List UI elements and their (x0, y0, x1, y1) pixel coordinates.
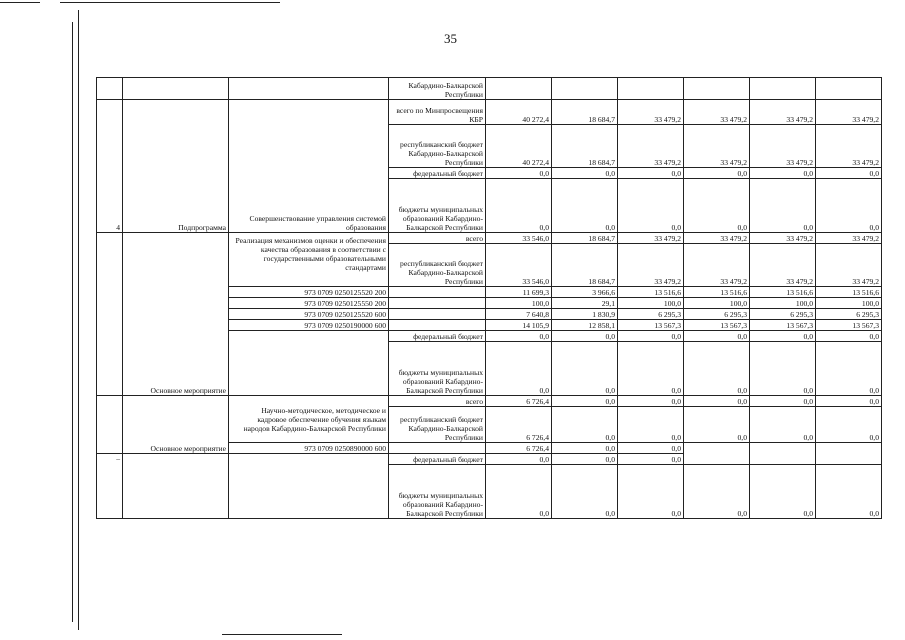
source-cell: всего (389, 233, 486, 244)
value-cell: 18 684,7 (552, 125, 618, 168)
value-cell: 14 105,9 (486, 320, 552, 331)
value-cell: 0,0 (618, 407, 684, 443)
value-cell: 100,0 (486, 298, 552, 309)
value-cell: 0,0 (618, 443, 684, 454)
value-cell: 6 295,3 (816, 309, 882, 320)
value-cell: 100,0 (618, 298, 684, 309)
value-cell: 0,0 (816, 342, 882, 396)
value-cell: 13 567,3 (618, 320, 684, 331)
value-cell: 0,0 (552, 407, 618, 443)
value-cell: 3 966,6 (552, 287, 618, 298)
value-cell: 33 479,2 (618, 233, 684, 244)
value-cell: 6 726,4 (486, 443, 552, 454)
value-cell: 33 479,2 (750, 244, 816, 287)
value-cell: 0,0 (750, 465, 816, 519)
value-cell: 0,0 (750, 342, 816, 396)
value-cell: 0,0 (618, 168, 684, 179)
value-cell: 29,1 (552, 298, 618, 309)
scan-margin-line (78, 10, 79, 630)
value-cell: 0,0 (552, 342, 618, 396)
value-cell: 13 516,6 (816, 287, 882, 298)
source-cell: бюджеты муниципальных образований Кабардино-Балкарской Республики (389, 342, 486, 396)
value-cell: 33 479,2 (684, 125, 750, 168)
scan-top-line (60, 2, 280, 3)
scan-top-line (0, 2, 40, 3)
value-cell: 0,0 (750, 168, 816, 179)
value-cell: 33 479,2 (816, 233, 882, 244)
value-cell: 11 699,3 (486, 287, 552, 298)
value-cell: 12 858,1 (552, 320, 618, 331)
value-cell: 33 546,0 (486, 233, 552, 244)
value-cell: 0,0 (684, 179, 750, 233)
value-cell: 6 295,3 (684, 309, 750, 320)
value-cell: 13 567,3 (816, 320, 882, 331)
value-cell: 13 567,3 (684, 320, 750, 331)
value-cell: 0,0 (816, 396, 882, 407)
value-cell: 0,0 (486, 179, 552, 233)
source-cell: федеральный бюджет (389, 454, 486, 465)
scan-bottom-line (222, 634, 342, 635)
value-cell: 100,0 (750, 298, 816, 309)
value-cell: 0,0 (486, 454, 552, 465)
value-cell: 0,0 (552, 179, 618, 233)
value-cell: 0,0 (750, 396, 816, 407)
value-cell: 0,0 (750, 179, 816, 233)
value-cell: 100,0 (816, 298, 882, 309)
scan-margin-line (72, 22, 73, 622)
row-number: 4 (97, 100, 123, 233)
stray-mark: – (97, 454, 123, 519)
value-cell: 33 479,2 (750, 100, 816, 125)
value-cell: 0,0 (750, 407, 816, 443)
value-cell: 0,0 (486, 342, 552, 396)
row-type: Основное мероприятие (123, 233, 229, 396)
value-cell: 33 479,2 (618, 125, 684, 168)
value-cell: 0,0 (684, 331, 750, 342)
budget-code: 973 0709 0250125520 200 (229, 287, 389, 298)
value-cell: 6 726,4 (486, 407, 552, 443)
value-cell: 0,0 (552, 454, 618, 465)
value-cell: 33 479,2 (816, 125, 882, 168)
value-cell: 0,0 (618, 179, 684, 233)
value-cell: 33 479,2 (684, 100, 750, 125)
value-cell: 13 516,6 (750, 287, 816, 298)
value-cell: 33 479,2 (816, 100, 882, 125)
value-cell: 13 567,3 (750, 320, 816, 331)
value-cell: 0,0 (618, 465, 684, 519)
value-cell: 0,0 (684, 396, 750, 407)
value-cell: 33 479,2 (684, 233, 750, 244)
source-cell: республиканский бюджет Кабардино-Балкарской Республики (389, 244, 486, 287)
value-cell: 0,0 (684, 407, 750, 443)
value-cell: 33 479,2 (618, 244, 684, 287)
value-cell: 0,0 (486, 465, 552, 519)
value-cell: 13 516,6 (684, 287, 750, 298)
source-cell: федеральный бюджет (389, 331, 486, 342)
value-cell: 33 479,2 (816, 244, 882, 287)
budget-table (96, 77, 882, 519)
value-cell: 33 479,2 (750, 233, 816, 244)
value-cell: 0,0 (816, 331, 882, 342)
value-cell: 0,0 (684, 168, 750, 179)
value-cell: 0,0 (486, 168, 552, 179)
source-cell: бюджеты муниципальных образований Кабардино-Балкарской Республики (389, 179, 486, 233)
value-cell: 33 479,2 (684, 244, 750, 287)
value-cell: 7 640,8 (486, 309, 552, 320)
page-number: 35 (444, 31, 457, 46)
value-cell: 6 726,4 (486, 396, 552, 407)
budget-code: 973 0709 0250890000 600 (229, 443, 389, 454)
source-cell: республиканский бюджет Кабардино-Балкарской Республики (389, 125, 486, 168)
value-cell: 18 684,7 (552, 100, 618, 125)
value-cell: 0,0 (552, 465, 618, 519)
value-cell: 40 272,4 (486, 100, 552, 125)
value-cell: 0,0 (552, 331, 618, 342)
value-cell: 33 546,0 (486, 244, 552, 287)
value-cell: 6 295,3 (750, 309, 816, 320)
value-cell: 40 272,4 (486, 125, 552, 168)
value-cell: 0,0 (750, 331, 816, 342)
value-cell: 0,0 (816, 407, 882, 443)
table-row (97, 396, 882, 407)
source-cell: Кабардино-Балкарской Республики (389, 78, 486, 100)
budget-code: 973 0709 0250125520 600 (229, 309, 389, 320)
value-cell: 0,0 (816, 179, 882, 233)
value-cell: 33 479,2 (750, 125, 816, 168)
value-cell: 0,0 (486, 331, 552, 342)
value-cell: 0,0 (684, 342, 750, 396)
value-cell: 0,0 (618, 396, 684, 407)
source-cell: всего (389, 396, 486, 407)
value-cell: 18 684,7 (552, 233, 618, 244)
value-cell: 33 479,2 (618, 100, 684, 125)
source-cell: бюджеты муниципальных образований Кабардино-Балкарской Республики (389, 465, 486, 519)
row-name: Научно-методическое, методическое и кадровое обеспечение обучения языкам народов Кабардино-Балкарской Республики (229, 396, 389, 443)
value-cell: 0,0 (552, 443, 618, 454)
value-cell: 6 295,3 (618, 309, 684, 320)
table-row (97, 100, 882, 125)
row-name: Реализация механизмов оценки и обеспечения качества образования в соответствии с государственными образовательными стандартами (229, 233, 389, 287)
table-row (97, 233, 882, 244)
source-cell: федеральный бюджет (389, 168, 486, 179)
value-cell: 18 684,7 (552, 244, 618, 287)
value-cell: 0,0 (816, 465, 882, 519)
budget-code: 973 0709 0250190000 600 (229, 320, 389, 331)
row-name: Совершенствование управления системой образования (229, 100, 389, 233)
value-cell: 0,0 (816, 168, 882, 179)
value-cell: 0,0 (618, 331, 684, 342)
value-cell: 0,0 (618, 342, 684, 396)
row-type: Подпрограмма (123, 100, 229, 233)
value-cell: 0,0 (552, 396, 618, 407)
budget-code: 973 0709 0250125550 200 (229, 298, 389, 309)
value-cell: 0,0 (684, 465, 750, 519)
source-cell: всего по Минпросвещения КБР (389, 100, 486, 125)
table-row (97, 78, 882, 100)
value-cell: 0,0 (552, 168, 618, 179)
source-cell: республиканский бюджет Кабардино-Балкарской Республики (389, 407, 486, 443)
value-cell: 100,0 (684, 298, 750, 309)
row-type: Основное мероприятие (123, 396, 229, 454)
value-cell: 0,0 (618, 454, 684, 465)
value-cell: 13 516,6 (618, 287, 684, 298)
value-cell: 1 830,9 (552, 309, 618, 320)
